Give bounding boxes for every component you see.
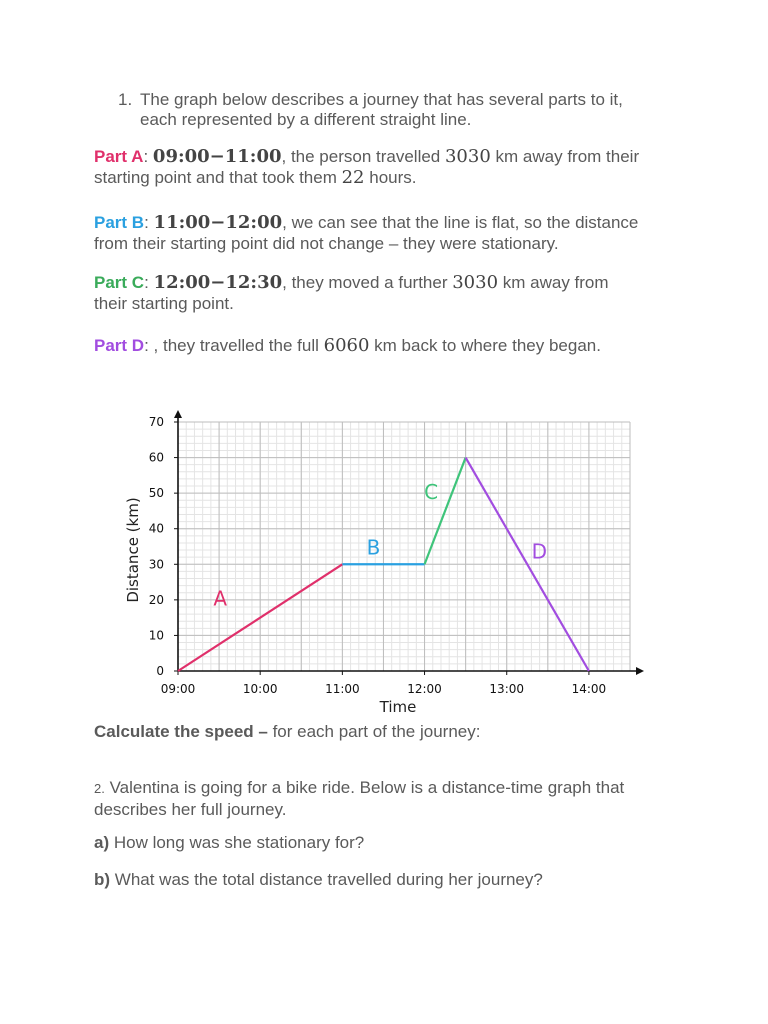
part-c-text1: , they moved a further: [282, 273, 453, 292]
part-d-label: Part D: [94, 336, 145, 355]
x-tick-label: 09:00: [160, 682, 196, 696]
question-2a-label: a): [94, 833, 110, 852]
part-b-text1: , we can see that the line is flat, so the distance: [282, 213, 639, 232]
part-a-text2: km away from their: [490, 147, 640, 166]
question-2a-text: How long was she stationary for?: [109, 833, 365, 852]
chart-x-tick-labels: [161, 671, 607, 696]
part-a-text1: , the person travelled: [281, 147, 445, 166]
part-a-hours: 22: [341, 167, 365, 188]
part-a-paragraph: [94, 146, 684, 188]
part-c-text3: their starting point.: [94, 294, 234, 313]
part-a-text4: hours.: [364, 168, 417, 187]
part-b-time: 11:00−12:00: [153, 212, 283, 233]
part-c-label: Part C: [94, 273, 145, 292]
part-b-text2: from their starting point did not change – they were stationary.: [94, 234, 559, 253]
question-2b-label: b): [94, 870, 111, 889]
y-tick-label: 40: [148, 521, 164, 536]
y-tick-label: 70: [148, 415, 164, 429]
series-label-a: A: [213, 586, 228, 611]
chart-y-axis-label: Distance (km): [124, 497, 142, 603]
part-b-label: Part B: [94, 213, 145, 232]
question-2a: [94, 832, 684, 853]
part-c-sep: :: [144, 273, 149, 292]
question-2-line1: Valentina is going for a bike ride. Below is a distance-time graph that: [104, 778, 625, 797]
x-tick-label: 11:00: [325, 682, 360, 696]
y-axis-arrow: [174, 410, 182, 418]
question-text-line2: each represented by a different straight line.: [140, 110, 472, 129]
calculate-rest: for each part of the journey:: [267, 722, 481, 741]
calculate-bold: Calculate the speed –: [94, 722, 268, 741]
question-1: [118, 90, 678, 130]
part-d-distance: 6060: [323, 335, 370, 356]
y-tick-label: 10: [148, 628, 164, 643]
x-tick-label: 12:00: [407, 682, 442, 696]
chart-grid-minor: [178, 422, 630, 671]
x-axis-arrow: [636, 667, 644, 675]
part-a-label: Part A: [94, 147, 144, 166]
y-tick-label: 50: [148, 486, 164, 501]
series-label-b: B: [366, 535, 381, 560]
part-d-paragraph: [94, 335, 684, 356]
chart-grid-major: [178, 422, 630, 671]
series-line-c: [425, 458, 466, 565]
part-c-distance: 3030: [452, 272, 499, 293]
question-2b: [94, 869, 684, 890]
y-tick-label: 20: [148, 592, 164, 607]
calculate-instruction: [94, 721, 684, 742]
question-2-number: 2.: [94, 781, 105, 796]
part-c-text2: km away from: [498, 273, 609, 292]
question-text-line1: The graph below describes a journey that has several parts to it,: [140, 90, 623, 109]
series-label-c: C: [424, 479, 439, 504]
x-tick-label: 14:00: [571, 682, 607, 696]
question-2b-text: What was the total distance travelled during her journey?: [110, 870, 543, 889]
part-a-distance: 3030: [444, 146, 491, 167]
chart-x-axis-label: Time: [379, 698, 417, 716]
part-c-paragraph: [94, 272, 684, 314]
series-label-d: D: [531, 539, 547, 564]
question-2: [94, 777, 684, 820]
x-tick-label: 13:00: [489, 682, 525, 696]
distance-time-chart: [110, 410, 650, 720]
y-tick-label: 60: [148, 450, 164, 465]
part-b-sep: :: [144, 213, 149, 232]
part-d-text1: km back to where they began.: [369, 336, 601, 355]
question-2-line2: describes her full journey.: [94, 800, 287, 819]
x-tick-label: 10:00: [242, 682, 278, 696]
part-a-sep: :: [143, 147, 149, 166]
question-number: 1.: [118, 90, 133, 109]
part-c-time: 12:00−12:30: [153, 272, 283, 293]
part-d-sep: : , they travelled the full: [144, 336, 324, 355]
y-tick-label: 30: [148, 557, 164, 572]
part-a-time: 09:00−11:00: [152, 146, 282, 167]
part-a-text3: starting point and that took them: [94, 168, 342, 187]
y-tick-label: 0: [156, 664, 164, 678]
part-b-paragraph: [94, 212, 684, 254]
chart-y-tick-labels: [149, 415, 178, 678]
